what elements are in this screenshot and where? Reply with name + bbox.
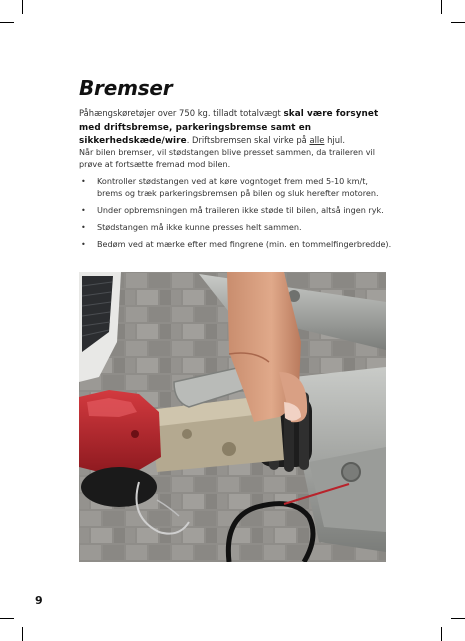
coupling-photo-illustration [79,272,386,562]
page-number: 9 [35,594,43,607]
crop-mark [451,22,465,23]
crop-mark [451,618,465,619]
bullet-list [79,176,394,256]
intro-after: . Driftsbremsen skal virke på [186,135,310,145]
body-paragraph: Når bilen bremser, vil stødstangen blive presset sammen, da traileren vil prøve at fortsætte fremad mod bilen. [79,147,376,169]
crop-mark [441,0,442,14]
frame-nut [342,463,360,481]
cap-hole [131,430,139,438]
shaft-rivet [222,442,236,456]
crop-mark [0,618,14,619]
coupling-photo [79,272,386,562]
crop-mark [0,22,14,23]
intro-paragraph [79,107,389,148]
shaft-rivet [182,429,192,439]
tow-ball-socket [81,467,157,507]
intro-end: hjul. [324,135,346,145]
crop-mark [22,627,23,641]
list-item: • Bedøm ved at mærke efter med fingrene (min. en tommelfingerbredde). [79,239,394,251]
page-title: Bremser [79,76,173,100]
crop-mark [441,627,442,641]
crop-mark [22,0,23,14]
list-item: • Kontroller stødstangen ved at køre vogntoget frem med 5-10 km/t, brems og træk parkeringsbremsen på bilen og sluk herefter motoren. [79,176,394,199]
list-item: • Under opbremsningen må traileren ikke støde til bilen, altså ingen ryk. [79,205,394,217]
intro-requirement: skal være forsynet med driftsbremse, parkeringsbremse samt en sikkerhedskæde/wire [79,109,379,146]
intro-lead: Påhængskøretøjer over 750 kg. tilladt totalvægt [79,108,284,118]
intro-underlined: alle [309,135,325,145]
list-item: • Stødstangen må ikke kunne presses helt sammen. [79,222,394,234]
